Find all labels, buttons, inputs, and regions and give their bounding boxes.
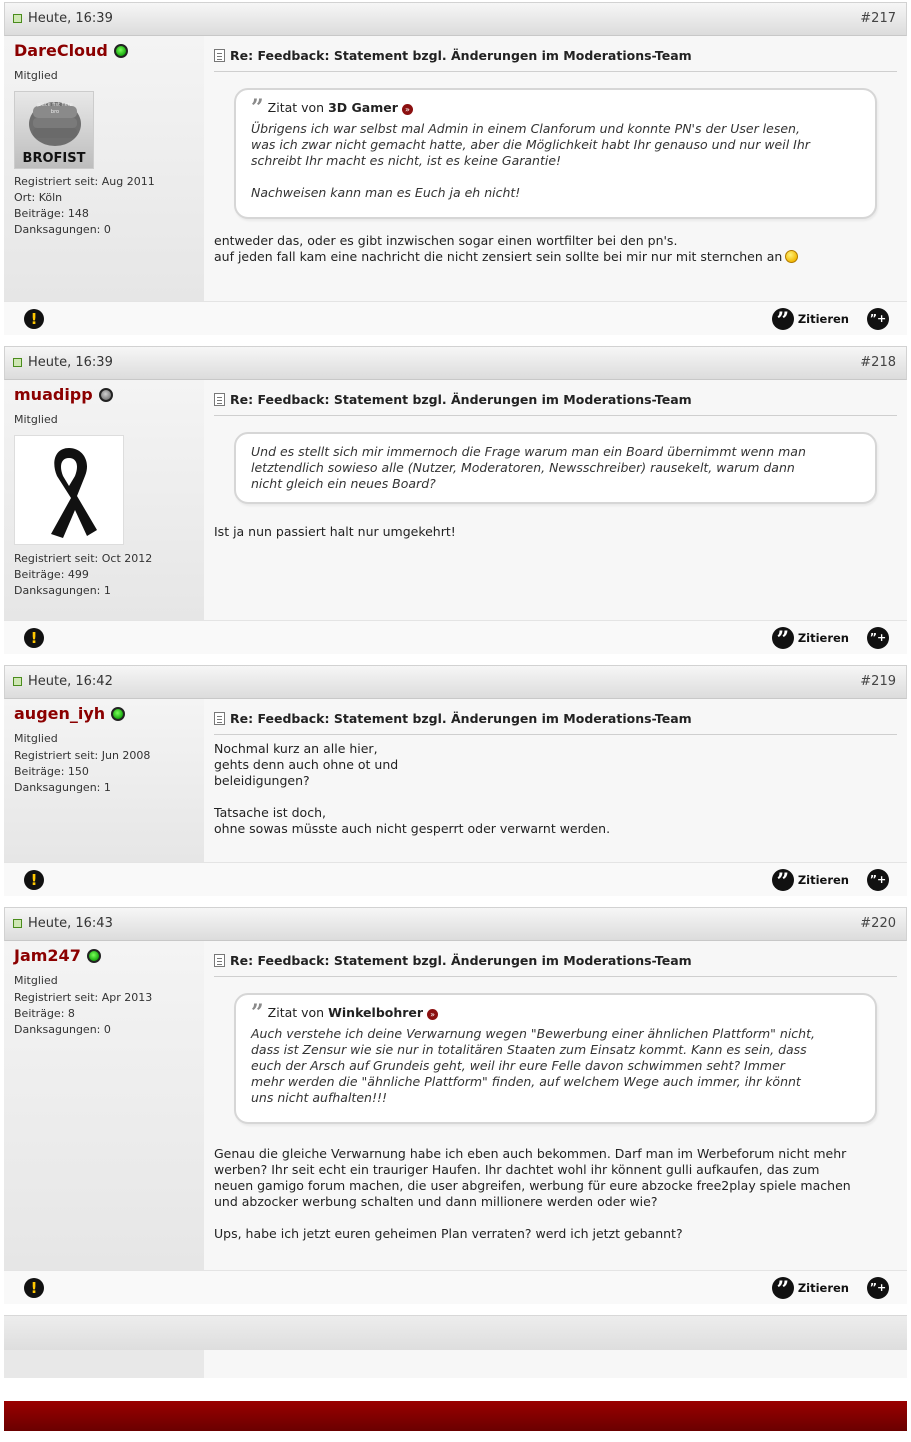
- document-icon: [214, 712, 225, 725]
- quote-button-label: Zitieren: [797, 872, 849, 887]
- post-content: [204, 941, 907, 1270]
- user-posts: Beiträge: 150: [14, 765, 89, 778]
- post-content: [204, 699, 907, 862]
- user-info-panel: [4, 380, 204, 620]
- user-location: Ort: Köln: [14, 191, 63, 204]
- post-number-link[interactable]: #217: [860, 10, 896, 26]
- user-thanks: Danksagungen: 1: [14, 584, 111, 597]
- post-message-text: entweder das, oder es gibt inzwischen sogar einen wortfilter bei den pn's. auf jeden fall kam eine nachricht die nicht zensiert sein sollte bei mir nur mit sternchen an: [214, 233, 783, 264]
- user-info-panel: [4, 699, 204, 862]
- quote-button[interactable]: [772, 626, 849, 653]
- post-status-icon: [13, 14, 22, 23]
- document-icon: [214, 954, 225, 967]
- quote-icon: ”: [772, 627, 794, 649]
- thread-footer-row: [4, 1350, 907, 1378]
- post-title-text: Re: Feedback: Statement bzgl. Änderungen im Moderations-Team: [230, 392, 692, 407]
- report-exclamation-icon[interactable]: !: [24, 309, 44, 329]
- post-title-text: Re: Feedback: Statement bzgl. Änderungen im Moderations-Team: [230, 48, 692, 63]
- quote-icon: ”: [772, 308, 794, 330]
- quote-button-label: Zitieren: [797, 311, 849, 326]
- user-posts: Beiträge: 148: [14, 207, 89, 220]
- post-date: Heute, 16:43: [28, 915, 113, 931]
- quote-block: [234, 88, 877, 219]
- user-rank: Mitglied: [14, 413, 58, 426]
- user-info-panel: [4, 941, 204, 1270]
- post-title: [214, 711, 897, 735]
- post-date: Heute, 16:39: [28, 10, 113, 26]
- post-status-icon: [13, 358, 22, 367]
- post-header: [4, 346, 907, 380]
- post-title: [214, 48, 897, 72]
- quote-button[interactable]: [772, 1276, 849, 1303]
- post-date: Heute, 16:42: [28, 673, 113, 689]
- user-posts: Beiträge: 8: [14, 1007, 75, 1020]
- quote-icon: ”: [772, 1277, 794, 1299]
- post-status-icon: [13, 677, 22, 686]
- post-header: [4, 907, 907, 941]
- goto-post-icon[interactable]: »: [402, 104, 413, 115]
- user-posts: Beiträge: 499: [14, 568, 89, 581]
- online-status-icon: [111, 707, 125, 721]
- quote-button[interactable]: [772, 307, 849, 334]
- post-header: [4, 665, 907, 699]
- post-footer: [4, 620, 907, 654]
- quote-prefix: Zitat von: [267, 100, 325, 115]
- username-link[interactable]: Jam247: [14, 946, 81, 965]
- quote-button-label: Zitieren: [797, 1280, 849, 1295]
- post-footer: [4, 1270, 907, 1304]
- post-219: [4, 665, 907, 896]
- user-thanks: Danksagungen: 1: [14, 781, 111, 794]
- avatar[interactable]: [14, 435, 124, 545]
- post-message: Genau die gleiche Verwarnung habe ich eben auch bekommen. Darf man im Werbeforum nicht mehr werben? Ihr seit echt ein trauriger Haufen. Ihr dachtet wohl ihr könnent gulli aufkaufen, das zum neuen gamigo forum machen, die user abgreifen, werbung für eure abzocke free2play spiele machen und abzocker werbung schalten und dann millionere werden oder wie? Ups, habe ich jetzt euren geheimen Plan verraten? werd ich jetzt gebannt?: [214, 1146, 851, 1241]
- quote-block: [234, 432, 877, 504]
- user-registered: Registriert seit: Jun 2008: [14, 749, 151, 762]
- multiquote-plus-icon[interactable]: ”+: [867, 627, 889, 649]
- quote-block: [234, 993, 877, 1124]
- user-info-panel: [4, 36, 204, 301]
- post-title-text: Re: Feedback: Statement bzgl. Änderungen im Moderations-Team: [230, 711, 692, 726]
- user-registered: Registriert seit: Oct 2012: [14, 552, 153, 565]
- multiquote-plus-icon[interactable]: ”+: [867, 308, 889, 330]
- thread-footer-bar: [4, 1315, 907, 1350]
- multiquote-plus-icon[interactable]: ”+: [867, 869, 889, 891]
- avatar-fist-text: place fist here bro: [37, 102, 73, 115]
- quote-button[interactable]: [772, 868, 849, 895]
- page-footer: [4, 1401, 907, 1431]
- document-icon: [214, 393, 225, 406]
- post-number-link[interactable]: #219: [860, 673, 896, 689]
- post-number-link[interactable]: #220: [860, 915, 896, 931]
- quote-button-label: Zitieren: [797, 630, 849, 645]
- user-stats: [14, 174, 194, 238]
- quote-author: Winkelbohrer: [328, 1005, 424, 1020]
- quote-mark-icon: ”: [251, 999, 264, 1026]
- avatar-caption: BROFIST: [22, 151, 86, 166]
- user-thanks: Danksagungen: 0: [14, 1023, 111, 1036]
- quote-mark-icon: ”: [251, 94, 264, 121]
- post-message: Nochmal kurz an alle hier, gehts denn auch ohne ot und beleidigungen? Tatsache ist doch, ohne sowas müsste auch nicht gesperrt oder verwarnt werden.: [214, 741, 611, 836]
- post-title: [214, 953, 897, 977]
- post-title: [214, 392, 897, 416]
- post-message: Ist ja nun passiert halt nur umgekehrt!: [214, 524, 456, 539]
- multiquote-plus-icon[interactable]: ”+: [867, 1277, 889, 1299]
- online-status-icon: [114, 44, 128, 58]
- post-status-icon: [13, 919, 22, 928]
- user-rank: Mitglied: [14, 732, 58, 745]
- post-footer: [4, 862, 907, 896]
- smiley-icon: [785, 250, 798, 263]
- post-footer: [4, 301, 907, 335]
- quote-author: 3D Gamer: [328, 100, 398, 115]
- post-number-link[interactable]: #218: [860, 354, 896, 370]
- post-content: [204, 36, 907, 301]
- username-link[interactable]: DareCloud: [14, 41, 108, 60]
- post-220: [4, 907, 907, 1304]
- username-link[interactable]: augen_iyh: [14, 704, 106, 723]
- user-stats: [14, 990, 194, 1038]
- avatar[interactable]: [14, 91, 94, 169]
- user-registered: Registriert seit: Apr 2013: [14, 991, 153, 1004]
- report-exclamation-icon[interactable]: !: [24, 870, 44, 890]
- black-ribbon-icon: [15, 436, 123, 544]
- post-header: [4, 2, 907, 36]
- quote-text: Übrigens ich war selbst mal Admin in einem Clanforum und konnte PN's der User lesen, was ich zwar nicht gemacht hatte, aber die Möglichkeit habt Ihr genauso und nur weil Ihr schreibt Ihr macht es nicht, ist es keine Garantie! Nachweisen kann man es Euch ja eh nicht!: [251, 121, 810, 200]
- post-218: [4, 346, 907, 654]
- quote-text: Und es stellt sich mir immernoch die Frage warum man ein Board übernimmt wenn man letztendlich sowieso alle (Nutzer, Moderatoren, Newsschreiber) rausekelt, warum dann nicht gleich ein neues Board?: [251, 444, 806, 491]
- report-exclamation-icon[interactable]: !: [24, 1278, 44, 1298]
- user-rank: Mitglied: [14, 974, 58, 987]
- username-link[interactable]: muadipp: [14, 385, 93, 404]
- user-thanks: Danksagungen: 0: [14, 223, 111, 236]
- post-title-text: Re: Feedback: Statement bzgl. Änderungen im Moderations-Team: [230, 953, 692, 968]
- quote-icon: ”: [772, 869, 794, 891]
- online-status-icon: [87, 949, 101, 963]
- quote-prefix: Zitat von: [267, 1005, 325, 1020]
- user-registered: Registriert seit: Aug 2011: [14, 175, 155, 188]
- document-icon: [214, 49, 225, 62]
- goto-post-icon[interactable]: »: [427, 1009, 438, 1020]
- post-message: [214, 233, 897, 265]
- user-rank: Mitglied: [14, 69, 58, 82]
- post-date: Heute, 16:39: [28, 354, 113, 370]
- user-stats: [14, 748, 194, 796]
- post-content: [204, 380, 907, 620]
- post-217: [4, 2, 907, 335]
- user-stats: [14, 551, 194, 599]
- report-exclamation-icon[interactable]: !: [24, 628, 44, 648]
- quote-text: Auch verstehe ich deine Verwarnung wegen "Bewerbung einer ähnlichen Plattform" nicht, dass ist Zensur wie sie nur in totalitären Staaten zum Einsatz kommt. Kann es sein, dass euch der Arsch auf Grundeis geht, weil ihr eure Felle davon schwimmen seht? Immer mehr werden die "ähnliche Plattform" finden, auf welchem Wege auch immer, ihr könnt uns nicht aufhalten!!!: [251, 1026, 815, 1105]
- offline-status-icon: [99, 388, 113, 402]
